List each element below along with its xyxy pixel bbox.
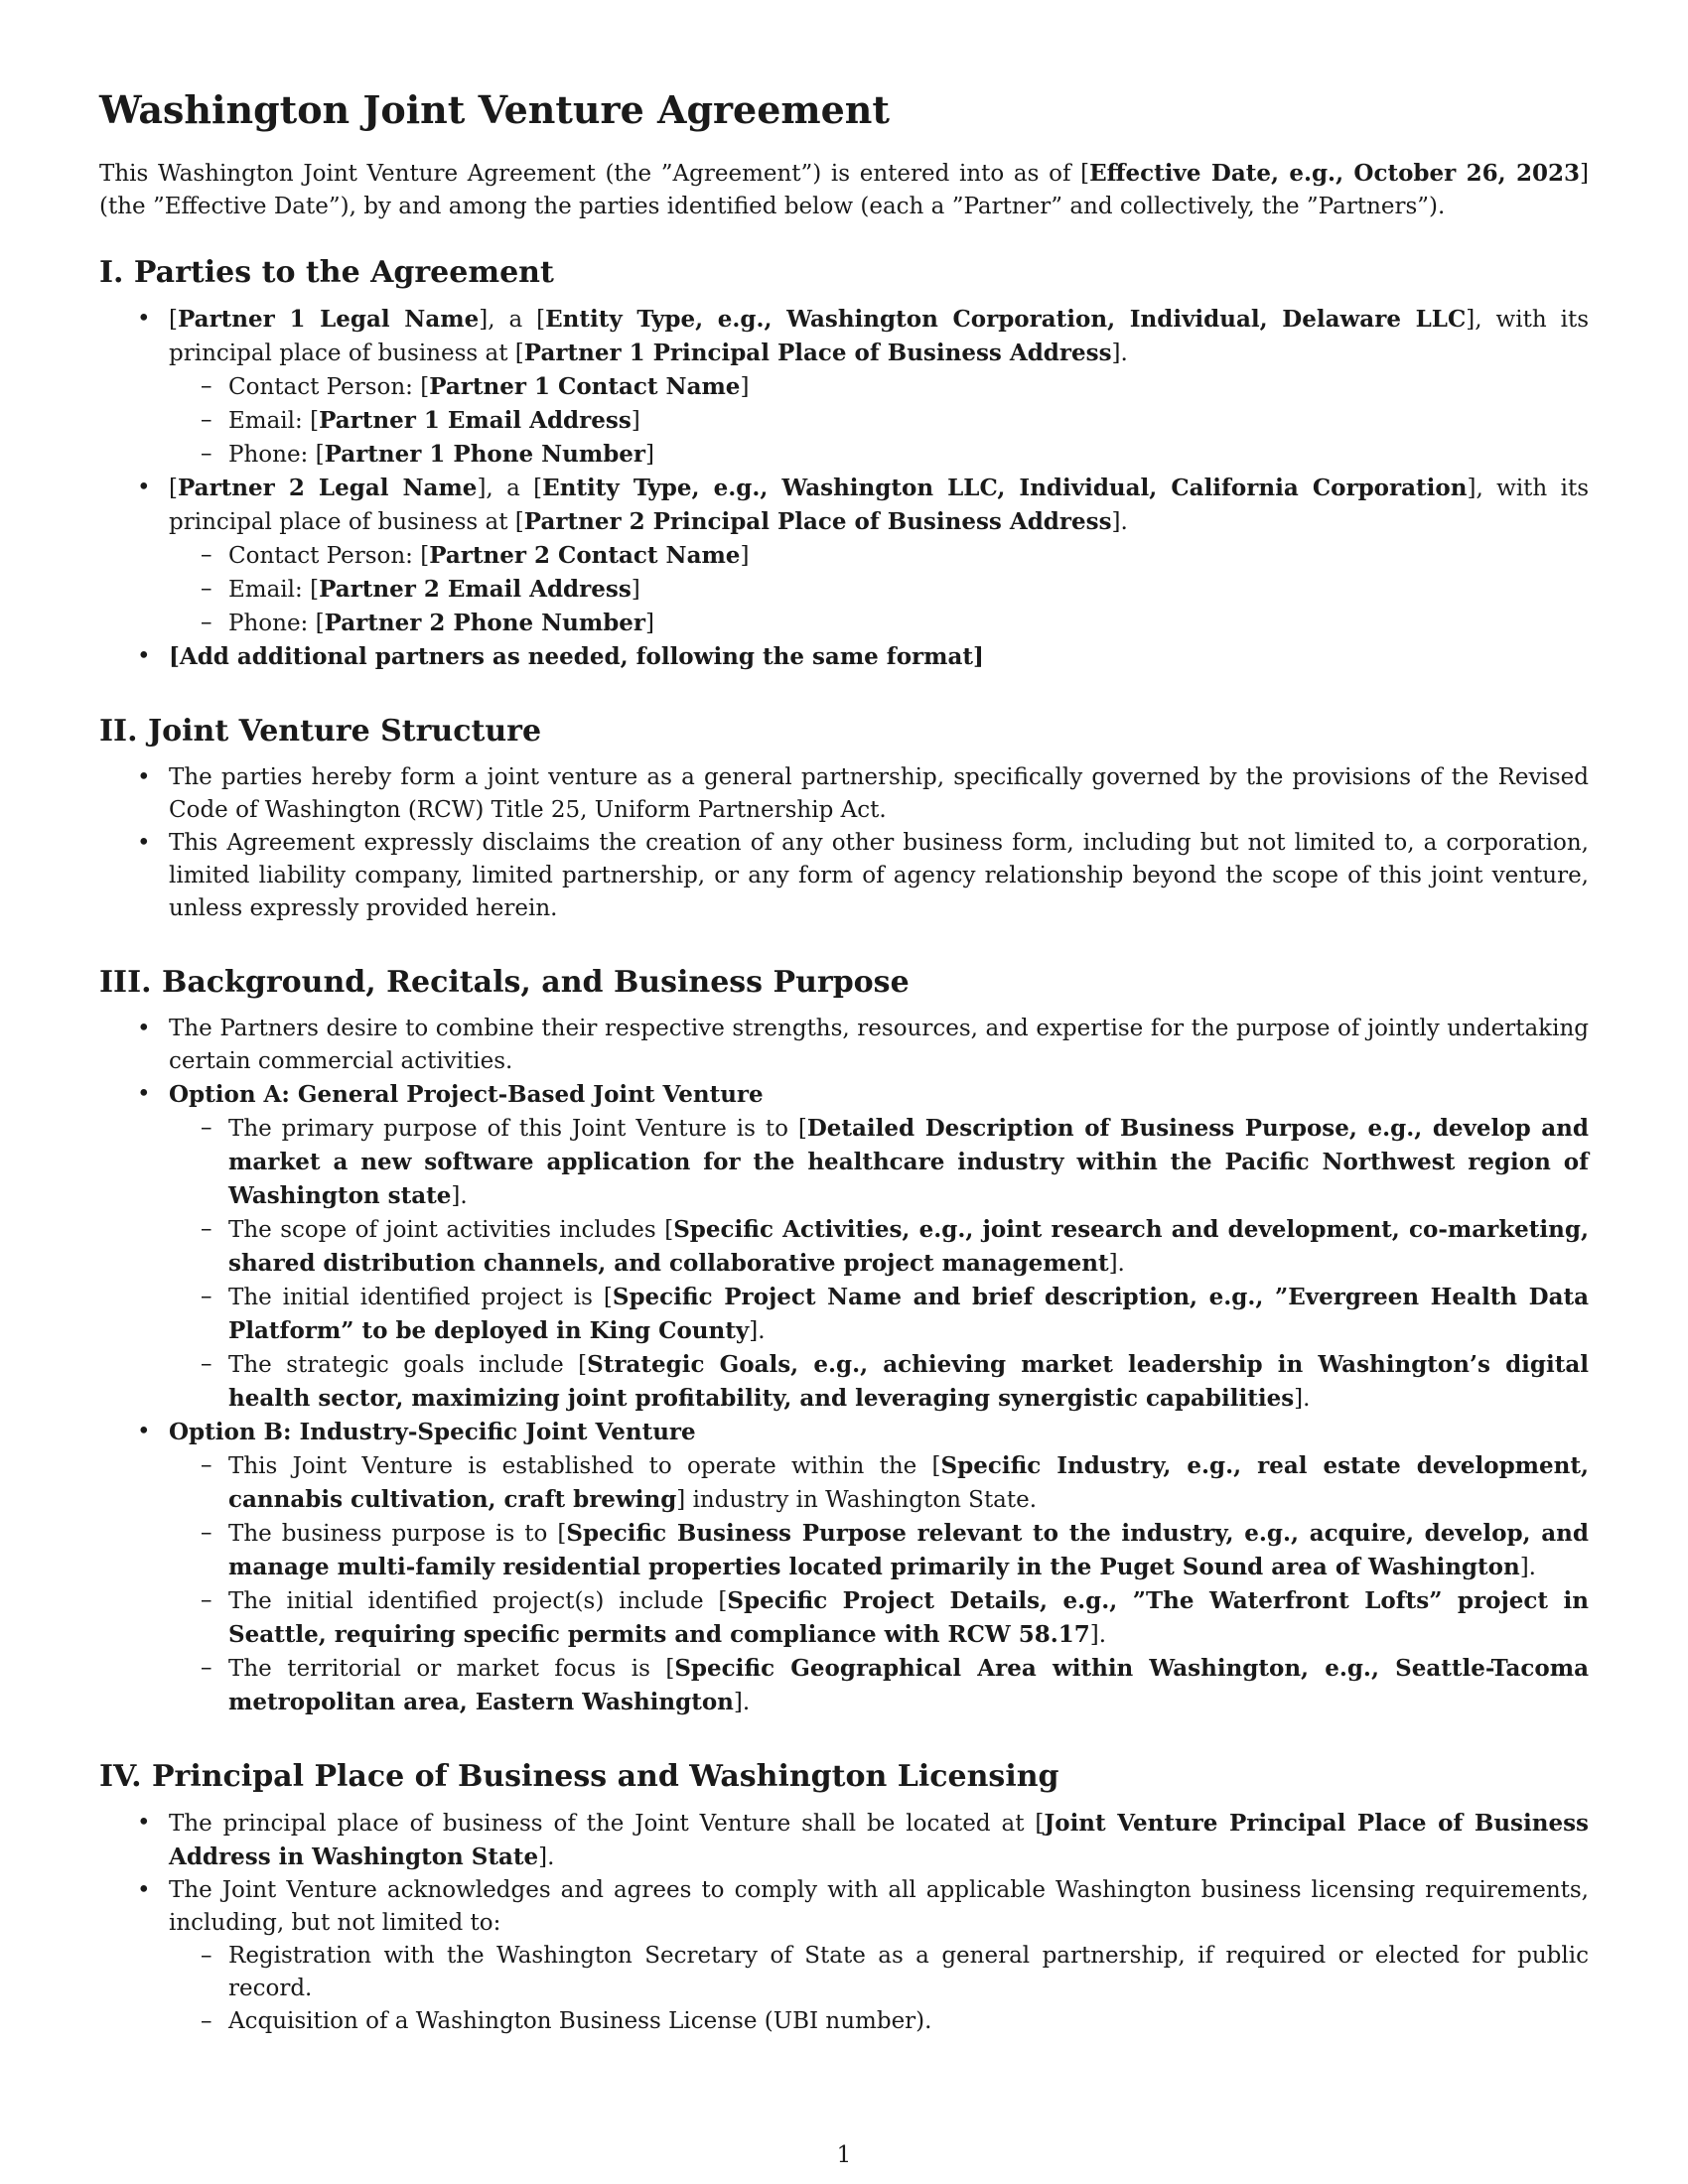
placeholder: [Add additional partners as needed, following the same format] — [169, 642, 984, 670]
list-item: – Phone: [Partner 1 Phone Number] — [169, 438, 1589, 472]
background-list — [99, 1013, 1589, 1719]
list-item — [99, 1416, 1589, 1719]
text: Phone: [ — [228, 610, 325, 636]
sub-list — [169, 1449, 1589, 1719]
text: The primary purpose of this Joint Venture is to [ — [228, 1115, 807, 1142]
list-item — [99, 1807, 1589, 1874]
option-title: Option A: General Project-Based Joint Venture — [169, 1080, 764, 1108]
placeholder: Entity Type, e.g., Washington Corporation, Individual, Delaware LLC — [545, 305, 1467, 333]
list-item: – Email: [Partner 2 Email Address] — [169, 573, 1589, 607]
list-item — [169, 1517, 1589, 1584]
list-item: • The parties hereby form a joint venture as a general partnership, specifically governed by the provisions of the Revised Code of Washington (RCW) Title 25, Uniform Partnership Act. — [99, 761, 1589, 827]
placeholder: Partner 1 Principal Place of Business Address — [523, 339, 1112, 366]
text: ]. — [749, 1317, 766, 1344]
list-item — [169, 1348, 1589, 1416]
text: ]. — [1111, 340, 1128, 366]
text: ]. — [1089, 1621, 1107, 1648]
list-item — [99, 1874, 1589, 2038]
text: ], with its principal place of business at [ — [169, 475, 1590, 535]
placeholder: Specific Geographical Area within Washington, e.g., Seattle-Tacoma metropolitan area, Eastern Washington — [228, 1654, 1589, 1715]
section-heading-licensing: IV. Principal Place of Business and Washington Licensing — [99, 1758, 1059, 1794]
list-item: – Registration with the Washington Secretary of State as a general partnership, if required or elected for public record. — [169, 1940, 1589, 2005]
placeholder: Specific Project Name and brief description, e.g., ”Evergreen Health Data Platform” to be deployed in King County — [228, 1283, 1589, 1344]
list-item — [169, 1281, 1589, 1348]
text: Email: [ — [228, 576, 320, 603]
placeholder: Partner 1 Phone Number — [324, 440, 646, 468]
text: Contact Person: [ — [228, 542, 430, 569]
text: The strategic goals include [ — [228, 1351, 588, 1378]
text: The territorial or market focus is [ — [228, 1655, 675, 1682]
text: ]. — [1111, 508, 1128, 535]
text: The Joint Venture acknowledges and agrees to comply with all applicable Washington business licensing requirements, including, but not limited to: — [169, 1876, 1589, 1936]
option-title: Option B: Industry-Specific Joint Venture — [169, 1418, 696, 1445]
text: The business purpose is to [ — [228, 1520, 567, 1547]
section-heading-background: III. Background, Recitals, and Business Purpose — [99, 964, 910, 1000]
placeholder: Specific Activities, e.g., joint research and development, co-marketing, shared distribution channels, and collaborative project management — [228, 1215, 1589, 1277]
placeholder: Partner 2 Principal Place of Business Address — [523, 507, 1112, 535]
placeholder: Entity Type, e.g., Washington LLC, Individual, California Corporation — [542, 474, 1468, 501]
intro-text: ] (the ”Effective Date”), by and among the parties identified below (each a ”Partner” and collectively, the ”Partners”). — [99, 160, 1589, 219]
list-item: – Contact Person: [Partner 2 Contact Name] — [169, 539, 1589, 573]
list-item — [169, 1584, 1589, 1652]
text: ], with its principal place of business at [ — [169, 306, 1590, 366]
licensing-list — [99, 1807, 1589, 2038]
text: ] industry in Washington State. — [676, 1486, 1038, 1513]
list-item — [169, 1213, 1589, 1281]
placeholder: Joint Venture Principal Place of Business Address in Washington State — [169, 1809, 1589, 1870]
section-heading-structure: II. Joint Venture Structure — [99, 713, 542, 749]
text: ], a [ — [477, 475, 543, 501]
placeholder: Strategic Goals, e.g., achieving market leadership in Washington’s digital health sector, maximizing joint profitability, and leveraging synergistic capabilities — [228, 1350, 1589, 1412]
document-title: Washington Joint Venture Agreement — [99, 87, 890, 132]
list-item: – Contact Person: [Partner 1 Contact Name] — [169, 370, 1589, 404]
intro-paragraph — [99, 157, 1589, 223]
section-heading-parties: I. Parties to the Agreement — [99, 254, 554, 290]
list-item — [99, 1078, 1589, 1416]
list-item: – Email: [Partner 1 Email Address] — [169, 404, 1589, 438]
placeholder: Partner 1 Contact Name — [429, 372, 741, 400]
placeholder: Partner 2 Legal Name — [177, 474, 478, 501]
text: ]. — [1294, 1385, 1311, 1412]
list-item: • [Partner 2 Legal Name], a [Entity Type, e.g., Washington LLC, Individual, California Corporation], with its principal place of business at [Partner 2 Principal Place of Business Address]. – Contact Person: [Partner 2 Contact Name] – Email: [Partner 2 Email Address] – Phone: [Partner 2 Phone Number] — [99, 472, 1589, 640]
text: Phone: [ — [228, 441, 325, 468]
text: This Joint Venture is established to operate within the [ — [228, 1452, 941, 1479]
document-page — [99, 87, 1589, 2078]
list-item: – Phone: [Partner 2 Phone Number] — [169, 607, 1589, 640]
effective-date-placeholder: Effective Date, e.g., October 26, 2023 — [1089, 159, 1581, 187]
text: The initial identified project(s) include [ — [228, 1587, 728, 1614]
sub-list — [169, 539, 1589, 640]
text: ]. — [538, 1843, 555, 1870]
placeholder: Partner 2 Email Address — [319, 575, 632, 603]
placeholder: Specific Project Details, e.g., ”The Waterfront Lofts” project in Seattle, requiring specific permits and compliance with RCW 58.17 — [228, 1586, 1590, 1648]
text: The initial identified project is [ — [228, 1284, 613, 1310]
list-item — [169, 1112, 1589, 1213]
list-item — [169, 1449, 1589, 1517]
placeholder: Detailed Description of Business Purpose, e.g., develop and market a new software application for the healthcare industry within the Pacific Northwest region of Washington state — [228, 1114, 1589, 1209]
list-item — [99, 640, 1589, 674]
list-item — [169, 1652, 1589, 1719]
text: ]. — [733, 1689, 751, 1715]
placeholder: Partner 1 Legal Name — [177, 305, 480, 333]
list-item: • [Partner 1 Legal Name], a [Entity Type, e.g., Washington Corporation, Individual, Delaware LLC], with its principal place of business at [Partner 1 Principal Place of Business Address]. – Contact Person: [Partner 1 Contact Name] – Email: [Partner 1 Email Address] – Phone: [Partner 1 Phone Number] — [99, 303, 1589, 472]
placeholder: Partner 2 Phone Number — [324, 609, 646, 636]
placeholder: Partner 2 Contact Name — [429, 541, 741, 569]
text: The scope of joint activities includes [ — [228, 1216, 674, 1243]
intro-text: This Washington Joint Venture Agreement (the ”Agreement”) is entered into as of [ — [99, 160, 1090, 187]
list-item: • This Agreement expressly disclaims the creation of any other business form, including but not limited to, a corporation, limited liability company, limited partnership, or any form of agency relationship beyond the scope of this joint venture, unless expressly provided herein. — [99, 827, 1589, 925]
placeholder: Partner 1 Email Address — [319, 406, 632, 434]
text: ]. — [1519, 1554, 1536, 1580]
list-item: • The Partners desire to combine their respective strengths, resources, and expertise for the purpose of jointly undertaking certain commercial activities. — [99, 1013, 1589, 1078]
text: Contact Person: [ — [228, 373, 430, 400]
sub-list — [169, 1940, 1589, 2038]
sub-list — [169, 370, 1589, 472]
text: The principal place of business of the Joint Venture shall be located at [ — [169, 1810, 1045, 1837]
text: Email: [ — [228, 407, 320, 434]
page-number: 1 — [836, 2142, 852, 2168]
structure-list — [99, 761, 1589, 925]
text: ]. — [451, 1182, 468, 1209]
text: ]. — [1108, 1250, 1125, 1277]
text: ], a [ — [479, 306, 546, 333]
placeholder: Specific Industry, e.g., real estate development, cannabis cultivation, craft brewing — [228, 1451, 1589, 1513]
parties-list — [99, 303, 1589, 674]
placeholder: Specific Business Purpose relevant to the industry, e.g., acquire, develop, and manage multi-family residential properties located primarily in the Puget Sound area of Washington — [228, 1519, 1589, 1580]
list-item: – Acquisition of a Washington Business License (UBI number). — [169, 2005, 1589, 2038]
sub-list — [169, 1112, 1589, 1416]
